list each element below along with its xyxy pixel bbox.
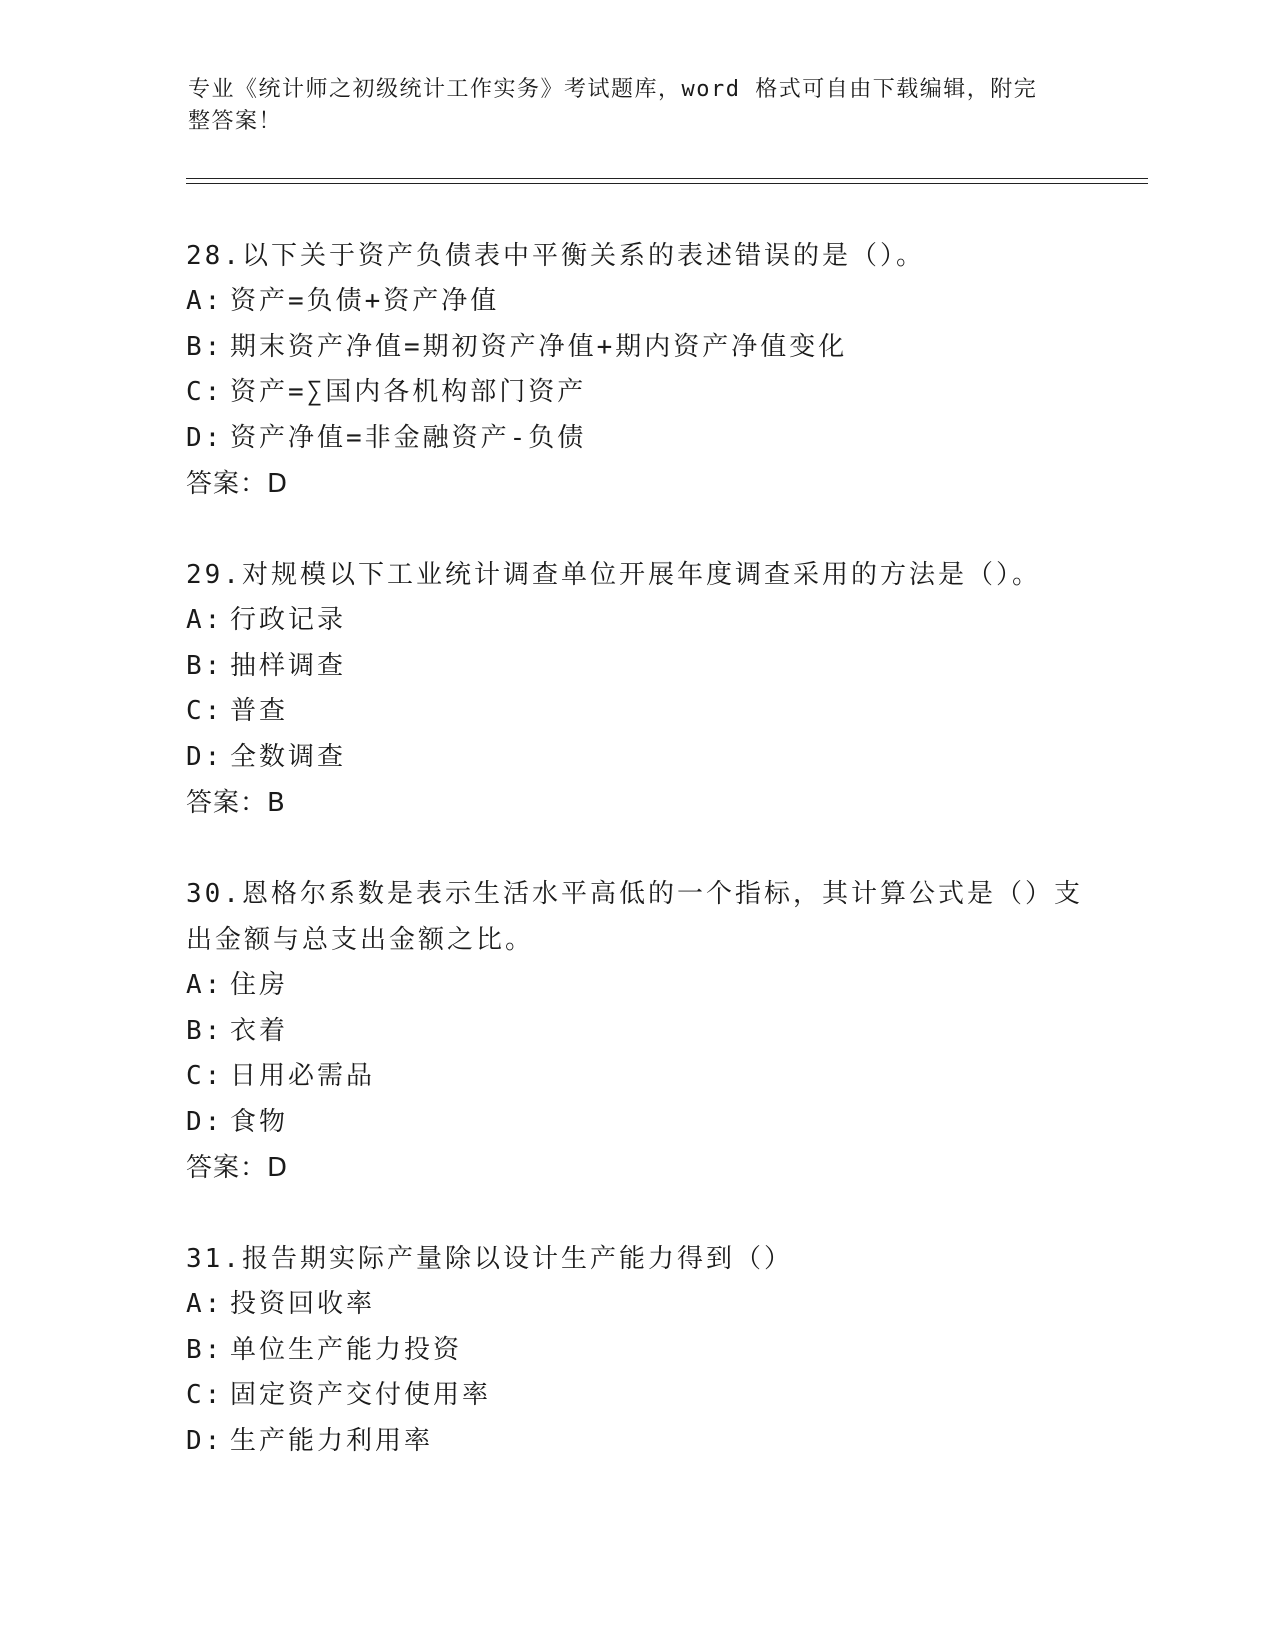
option-text: 投资回收率 [230, 1289, 376, 1319]
option-text: 资产净值=非金融资产-负债 [230, 422, 587, 453]
option-key: B: [186, 331, 224, 362]
option-a [186, 279, 1086, 325]
option-d [186, 1100, 1086, 1146]
option-a [186, 598, 1086, 644]
option-key: C: [186, 696, 224, 726]
question-stem: 30.恩格尔系数是表示生活水平高低的一个指标，其计算公式是（）支出金额与总支出金额之比。 [186, 879, 1083, 955]
option-text: 固定资产交付使用率 [230, 1380, 492, 1410]
option-d [186, 416, 1086, 462]
option-key: D: [186, 1425, 224, 1456]
option-key: A: [186, 286, 224, 316]
option-key: D: [186, 741, 224, 772]
option-c [186, 1054, 1086, 1100]
question-31 [186, 1236, 1086, 1464]
question-29 [186, 552, 1086, 826]
option-text: 资产=负债+资产净值 [230, 286, 500, 316]
option-b [186, 1009, 1086, 1055]
option-d [186, 735, 1086, 781]
option-text: 食物 [230, 1106, 289, 1137]
option-key: C: [186, 1061, 224, 1091]
option-key: D: [186, 422, 224, 453]
option-d [186, 1419, 1086, 1465]
option-text: 资产=∑国内各机构部门资产 [230, 377, 587, 407]
option-key: D: [186, 1106, 224, 1137]
option-b [186, 1328, 1086, 1374]
option-text: 全数调查 [230, 741, 347, 772]
option-key: B: [186, 1015, 224, 1046]
header-line-1: 专业《统计师之初级统计工作实务》考试题库，word 格式可自由下载编辑，附完 [188, 77, 1038, 102]
header-divider-top [186, 178, 1148, 179]
option-text: 生产能力利用率 [230, 1425, 434, 1456]
option-a [186, 1282, 1086, 1328]
option-text: 普查 [230, 696, 289, 726]
option-key: C: [186, 1380, 224, 1410]
question-30 [186, 871, 1086, 1191]
document-header [188, 74, 1078, 138]
option-c [186, 689, 1086, 735]
option-c [186, 370, 1086, 416]
option-key: A: [186, 605, 224, 635]
option-b [186, 325, 1086, 371]
option-text: 日用必需品 [230, 1061, 376, 1091]
answer: 答案：B [186, 788, 286, 818]
header-line-2: 整答案！ [188, 109, 283, 134]
answer: 答案：D [186, 469, 289, 499]
option-key: A: [186, 1289, 224, 1319]
option-text: 衣着 [230, 1015, 289, 1046]
question-stem: 28.以下关于资产负债表中平衡关系的表述错误的是（）。 [186, 241, 925, 271]
option-text: 期末资产净值=期初资产净值+期内资产净值变化 [230, 331, 848, 362]
question-stem: 31.报告期实际产量除以设计生产能力得到（） [186, 1244, 793, 1274]
question-stem: 29.对规模以下工业统计调查单位开展年度调查采用的方法是（）。 [186, 560, 1041, 590]
option-text: 单位生产能力投资 [230, 1334, 463, 1365]
header-divider-bottom [186, 183, 1148, 184]
option-b [186, 644, 1086, 690]
option-key: B: [186, 650, 224, 681]
question-28 [186, 233, 1086, 507]
option-key: C: [186, 377, 224, 407]
option-c [186, 1373, 1086, 1419]
option-key: A: [186, 970, 224, 1000]
option-key: B: [186, 1334, 224, 1365]
answer: 答案：D [186, 1153, 289, 1183]
option-text: 抽样调查 [230, 650, 347, 681]
option-text: 住房 [230, 970, 289, 1000]
option-a [186, 963, 1086, 1009]
option-text: 行政记录 [230, 605, 347, 635]
